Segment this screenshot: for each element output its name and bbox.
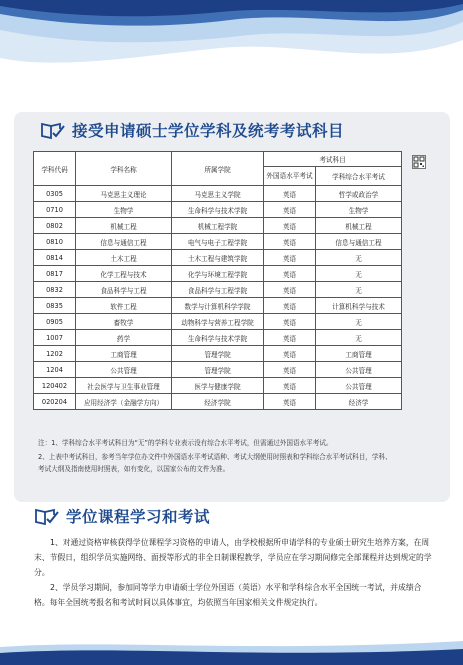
cell-foreign: 英语 bbox=[264, 186, 316, 202]
cell-code: 0817 bbox=[34, 266, 76, 282]
cell-college: 马克思主义学院 bbox=[172, 186, 264, 202]
cell-code: 020204 bbox=[34, 394, 76, 410]
section-title: 接受申请硕士学位学科及统考考试科目 bbox=[72, 122, 345, 140]
cell-comprehensive: 生物学 bbox=[316, 202, 402, 218]
book-check-icon bbox=[34, 506, 60, 526]
table-notes bbox=[38, 437, 398, 477]
cell-college: 生命科学与技术学院 bbox=[172, 202, 264, 218]
cell-code: 120402 bbox=[34, 378, 76, 394]
cell-code: 0305 bbox=[34, 186, 76, 202]
cell-name: 食品科学与工程 bbox=[76, 282, 172, 298]
section-title: 学位课程学习和考试 bbox=[66, 508, 211, 526]
table-row bbox=[34, 250, 402, 266]
cell-college: 经济学院 bbox=[172, 394, 264, 410]
table-row bbox=[34, 394, 402, 410]
cell-comprehensive: 无 bbox=[316, 314, 402, 330]
cell-name: 软件工程 bbox=[76, 298, 172, 314]
cell-name: 社会医学与卫生事业管理 bbox=[76, 378, 172, 394]
note-2: 2、上表中考试科目，参考当年学位办文件中外国语水平考试语种、考试大纲使用时照表和学科综合水平考试科目，学科、考试大纲及指南使用时照表，如有变化，以国家公布的文件为准。 bbox=[38, 453, 392, 473]
section-heading-courses bbox=[34, 505, 210, 527]
cell-comprehensive: 信息与通信工程 bbox=[316, 234, 402, 250]
book-check-icon bbox=[40, 120, 66, 140]
cell-foreign: 英语 bbox=[264, 202, 316, 218]
table-row bbox=[34, 378, 402, 394]
table-row bbox=[34, 202, 402, 218]
cell-foreign: 英语 bbox=[264, 266, 316, 282]
cell-comprehensive: 哲学或政治学 bbox=[316, 186, 402, 202]
table-row bbox=[34, 362, 402, 378]
cell-code: 0810 bbox=[34, 234, 76, 250]
qr-code-icon[interactable] bbox=[412, 155, 426, 169]
header-comprehensive: 学科综合水平考试 bbox=[316, 167, 402, 186]
cell-name: 畜牧学 bbox=[76, 314, 172, 330]
cell-foreign: 英语 bbox=[264, 362, 316, 378]
cell-comprehensive: 无 bbox=[316, 330, 402, 346]
cell-code: 0835 bbox=[34, 298, 76, 314]
courses-body bbox=[34, 535, 432, 610]
cell-code: 0832 bbox=[34, 282, 76, 298]
cell-college: 化学与环境工程学院 bbox=[172, 266, 264, 282]
cell-comprehensive: 公共管理 bbox=[316, 378, 402, 394]
header-wave-decoration bbox=[0, 0, 463, 120]
cell-name: 应用经济学（金融学方向） bbox=[76, 394, 172, 410]
cell-comprehensive: 无 bbox=[316, 250, 402, 266]
cell-comprehensive: 经济学 bbox=[316, 394, 402, 410]
cell-foreign: 英语 bbox=[264, 282, 316, 298]
cell-foreign: 英语 bbox=[264, 218, 316, 234]
cell-college: 管理学院 bbox=[172, 346, 264, 362]
header-code: 学科代码 bbox=[34, 152, 76, 186]
cell-name: 马克思主义理论 bbox=[76, 186, 172, 202]
cell-code: 0905 bbox=[34, 314, 76, 330]
cell-comprehensive: 无 bbox=[316, 282, 402, 298]
cell-name: 信息与通信工程 bbox=[76, 234, 172, 250]
cell-foreign: 英语 bbox=[264, 298, 316, 314]
paragraph-2: 2、学员学习期间，参加同等学力申请硕士学位外国语（英语）水平和学科综合水平全国统一考试，并成绩合格。每年全国统考报名和考试时间以具体事宜，均依照当年国家相关文件规定执行。 bbox=[34, 583, 422, 607]
cell-college: 生命科学与技术学院 bbox=[172, 330, 264, 346]
cell-code: 0814 bbox=[34, 250, 76, 266]
cell-comprehensive: 机械工程 bbox=[316, 218, 402, 234]
note-1: 注：1、学科综合水平考试科目为“无”的学科专业表示没有综合水平考试，但需通过外国语水平考试。 bbox=[38, 439, 333, 447]
cell-comprehensive: 工商管理 bbox=[316, 346, 402, 362]
subjects-table bbox=[33, 151, 402, 410]
cell-foreign: 英语 bbox=[264, 330, 316, 346]
table-row bbox=[34, 330, 402, 346]
table-row bbox=[34, 266, 402, 282]
table-row bbox=[34, 346, 402, 362]
section-heading-subjects bbox=[40, 119, 344, 141]
cell-college: 电气与电子工程学院 bbox=[172, 234, 264, 250]
cell-foreign: 英语 bbox=[264, 234, 316, 250]
cell-foreign: 英语 bbox=[264, 394, 316, 410]
table-row bbox=[34, 282, 402, 298]
cell-name: 公共管理 bbox=[76, 362, 172, 378]
cell-name: 药学 bbox=[76, 330, 172, 346]
cell-foreign: 英语 bbox=[264, 346, 316, 362]
cell-code: 1204 bbox=[34, 362, 76, 378]
cell-comprehensive: 公共管理 bbox=[316, 362, 402, 378]
header-name: 学科名称 bbox=[76, 152, 172, 186]
table-row bbox=[34, 234, 402, 250]
cell-code: 0802 bbox=[34, 218, 76, 234]
cell-name: 土木工程 bbox=[76, 250, 172, 266]
cell-code: 1202 bbox=[34, 346, 76, 362]
cell-name: 工商管理 bbox=[76, 346, 172, 362]
cell-name: 化学工程与技术 bbox=[76, 266, 172, 282]
cell-name: 生物学 bbox=[76, 202, 172, 218]
cell-foreign: 英语 bbox=[264, 378, 316, 394]
cell-college: 动物科学与营养工程学院 bbox=[172, 314, 264, 330]
cell-foreign: 英语 bbox=[264, 250, 316, 266]
header-college: 所属学院 bbox=[172, 152, 264, 186]
paragraph-1: 1、对通过资格审核获得学位课程学习资格的申请人，由学校根据所申请学科的专业硕士研究生培养方案，在周末、节假日，组织学员实施网络、面授等形式的非全日制课程教学，学员应在学习期间修完全部课程并达到规定的学分。 bbox=[34, 538, 432, 577]
cell-code: 1007 bbox=[34, 330, 76, 346]
table-row bbox=[34, 218, 402, 234]
cell-name: 机械工程 bbox=[76, 218, 172, 234]
cell-college: 数学与计算机科学学院 bbox=[172, 298, 264, 314]
cell-college: 土木工程与建筑学院 bbox=[172, 250, 264, 266]
header-foreign: 外国语水平考试 bbox=[264, 167, 316, 186]
cell-college: 管理学院 bbox=[172, 362, 264, 378]
cell-code: 0710 bbox=[34, 202, 76, 218]
cell-college: 食品科学与工程学院 bbox=[172, 282, 264, 298]
footer-wave-decoration bbox=[0, 637, 463, 665]
table-row bbox=[34, 298, 402, 314]
cell-comprehensive: 计算机科学与技术 bbox=[316, 298, 402, 314]
table-row bbox=[34, 186, 402, 202]
header-exam: 考试科目 bbox=[264, 152, 402, 167]
cell-college: 医学与健康学院 bbox=[172, 378, 264, 394]
cell-college: 机械工程学院 bbox=[172, 218, 264, 234]
table-row bbox=[34, 314, 402, 330]
cell-foreign: 英语 bbox=[264, 314, 316, 330]
cell-comprehensive: 无 bbox=[316, 266, 402, 282]
